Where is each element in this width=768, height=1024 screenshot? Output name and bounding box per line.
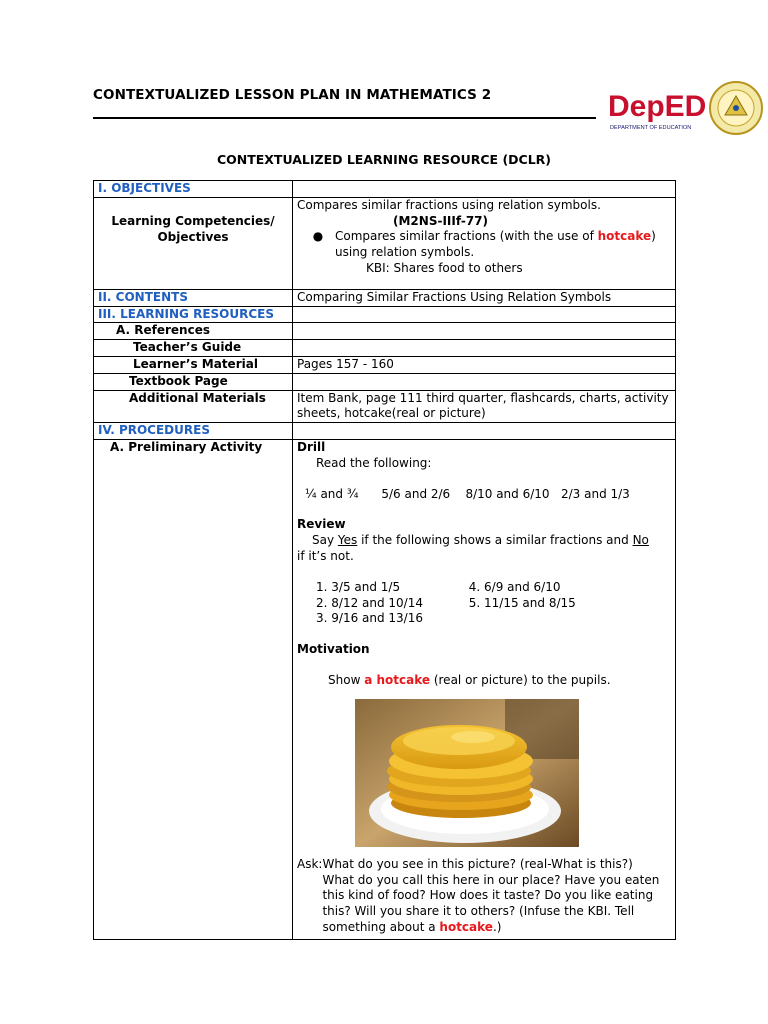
procedures-row <box>94 423 676 440</box>
ask-text: What do you see in this picture? (real-What is this?) What do you call this here in our place? Have you eaten this kind of food? How does it taste? Do you like eating this? Will you share it to others? (Infuse the KBI. Tell something about a <box>322 856 660 934</box>
bullet-text: Compares similar fractions (with the use of <box>335 229 598 244</box>
additional-materials-value: Item Bank, page 111 third quarter, flashcards, charts, activity sheets, hotcake(real or picture) <box>293 390 676 423</box>
deped-logo-text: DepED <box>608 90 707 123</box>
preliminary-activity-row <box>94 439 676 939</box>
contents-heading: II. CONTENTS <box>94 289 293 306</box>
review-instruction: Say Yes if the following shows a similar fractions and No <box>312 533 649 548</box>
deped-logo <box>606 80 766 136</box>
bullet-line2: using relation symbols. <box>335 245 475 260</box>
header-rule <box>93 117 596 119</box>
drill-items: ¼ and ¾ 5/6 and 2/6 8/10 and 6/10 2/3 and 1/3 <box>305 486 630 501</box>
objective-line: Compares similar fractions using relation symbols. <box>297 197 601 212</box>
references-row <box>94 323 676 340</box>
motivation-title: Motivation <box>297 642 370 657</box>
objectives-heading: I. OBJECTIVES <box>94 181 293 198</box>
drill-instruction: Read the following: <box>316 455 432 470</box>
teachers-guide-row <box>94 340 676 357</box>
lesson-plan-table <box>93 180 676 940</box>
teachers-guide-label: Teacher’s Guide <box>94 340 293 357</box>
review-no: No <box>632 533 649 548</box>
lesson-plan-title: CONTEXTUALIZED LESSON PLAN IN MATHEMATICS 2 <box>93 87 492 103</box>
bullet-highlight: hotcake <box>597 229 652 244</box>
additional-materials-row <box>94 390 676 423</box>
ask-block: Ask: What do you see in this picture? (real-What is this?) What do you call this here in our place? Have you eaten this kind of food? How does it taste? Do you like eating this? Will you share it to others? (Infuse the KBI. Tell something about a hotcake.) <box>297 856 660 934</box>
textbook-page-row <box>94 373 676 390</box>
hotcake-photo <box>355 699 579 847</box>
bullet-close: ) <box>651 229 656 244</box>
bullet-icon: ● <box>312 229 324 244</box>
review-instruction-end: if it’s not. <box>297 548 354 563</box>
review-item-row: 2. 8/12 and 10/14 5. 11/15 and 8/15 <box>316 595 576 610</box>
learners-material-row <box>94 356 676 373</box>
textbook-page-label: Textbook Page <box>94 373 293 390</box>
objective-bullet <box>297 229 671 245</box>
review-item-row: 1. 3/5 and 1/5 4. 6/9 and 6/10 <box>316 579 561 594</box>
kbi-text: KBI: Shares food to others <box>366 260 523 275</box>
competencies-row <box>94 197 676 289</box>
document-title: CONTEXTUALIZED LEARNING RESOURCE (DCLR) <box>216 152 552 167</box>
references-label: A. References <box>94 323 293 340</box>
ask-label: Ask: <box>297 856 323 871</box>
procedures-heading: IV. PROCEDURES <box>94 423 293 440</box>
review-yes: Yes <box>337 533 358 548</box>
objectives-row <box>94 181 676 198</box>
contents-row <box>94 289 676 306</box>
learners-material-value: Pages 157 - 160 <box>293 356 676 373</box>
resources-row <box>94 306 676 323</box>
deped-logo-subtext: DEPARTMENT OF EDUCATION <box>610 125 692 131</box>
drill-title: Drill <box>297 439 326 454</box>
additional-materials-label: Additional Materials <box>94 390 293 423</box>
motivation-highlight: a hotcake <box>364 672 431 687</box>
preliminary-activity-label: A. Preliminary Activity <box>94 439 293 939</box>
learners-material-label: Learner’s Material <box>94 356 293 373</box>
contents-value: Comparing Similar Fractions Using Relation Symbols <box>293 289 676 306</box>
motivation-instruction: Show a hotcake (real or picture) to the pupils. <box>328 672 611 687</box>
ask-highlight: hotcake <box>439 919 493 934</box>
resources-heading: III. LEARNING RESOURCES <box>94 306 293 323</box>
competencies-label: Learning Competencies/ Objectives <box>94 197 293 289</box>
division-seal-icon <box>710 82 762 134</box>
review-item-row: 3. 9/16 and 13/16 <box>316 611 423 626</box>
review-title: Review <box>297 517 346 532</box>
competency-code: (M2NS-IIIf-77) <box>393 213 489 228</box>
